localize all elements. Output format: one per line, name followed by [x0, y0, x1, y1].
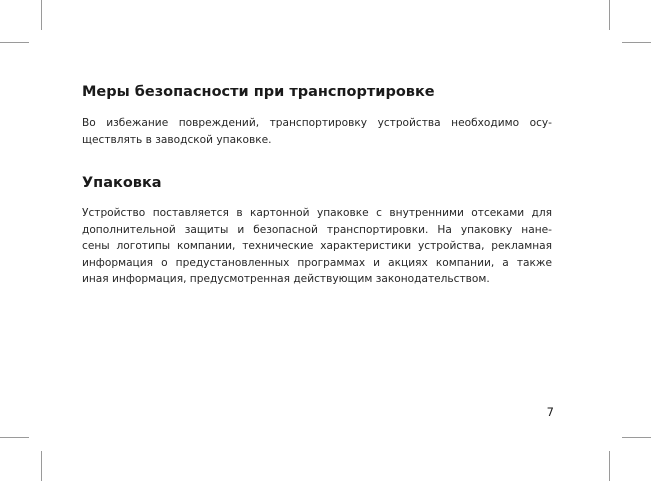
- section-paragraph-packaging: [82, 205, 552, 288]
- section-title-packaging: Упаковка: [82, 175, 162, 191]
- section-title-transport-safety: Меры безопасности при транспортировке: [82, 84, 435, 100]
- paragraph-line: ществлять в заводской упаковке.: [82, 133, 272, 146]
- paragraph-line: сены логотипы компании, технические характеристики устройства, рекламная: [82, 240, 552, 252]
- crop-mark-left-top: [0, 42, 29, 43]
- crop-mark-right-bottom: [622, 437, 651, 438]
- crop-mark-left-bottom: [0, 437, 29, 438]
- crop-mark-bottom-left: [41, 451, 42, 481]
- paragraph-line: информация о предустановленных программах и акциях компании, а также: [82, 256, 552, 269]
- paragraph-line: Устройство поставляется в картонной упаковке с внутренними отсеками для: [82, 207, 552, 219]
- section-paragraph-transport-safety: [82, 115, 552, 148]
- paragraph-line: иная информация, предусмотренная действующим законодательством.: [82, 273, 490, 285]
- paragraph-line: Во избежание повреждений, транспортировку устройства необходимо осу-: [82, 117, 552, 129]
- crop-mark-top-right: [609, 0, 610, 30]
- page-number: 7: [546, 405, 554, 419]
- crop-mark-bottom-right: [609, 451, 610, 481]
- paragraph-line: дополнительной защиты и безопасной транспортировки. На упаковку нане-: [82, 223, 552, 236]
- crop-mark-right-top: [622, 42, 651, 43]
- crop-mark-top-left: [41, 0, 42, 30]
